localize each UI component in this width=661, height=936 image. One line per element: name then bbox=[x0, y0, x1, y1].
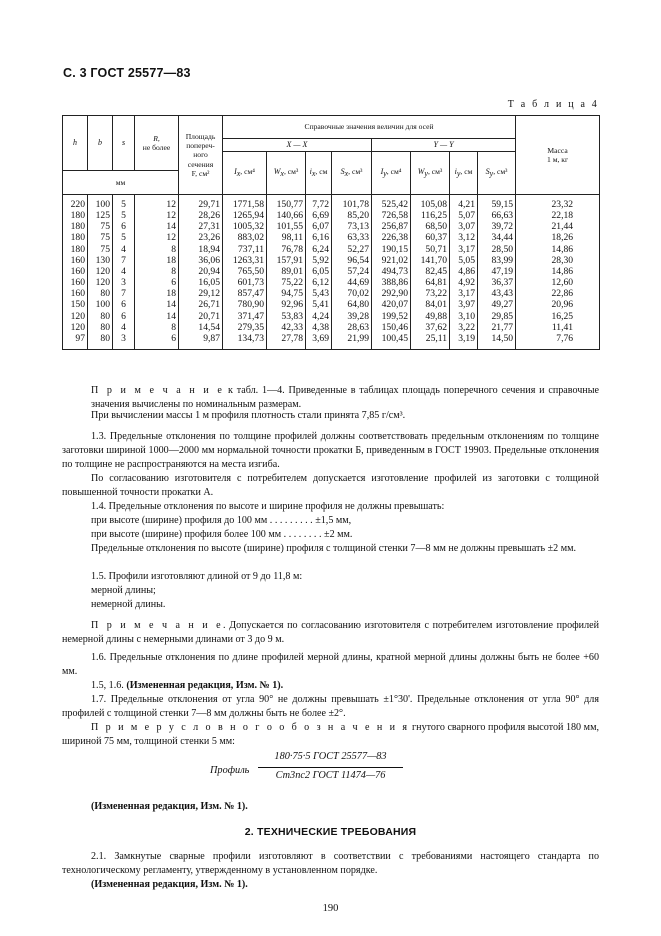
table-cell: 23,32 bbox=[516, 195, 600, 211]
para-1-3: 1.3. Предельные отклонения по толщине профилей должны соответствовать предельным отклонениям по толщине заготовки шириной 1000—2000 мм нормальной точности прокатки Б, приведенным в ГОСТ 19903. Предельные отклонения по толщине не распространяются на места изгиба. bbox=[62, 431, 599, 471]
formula-bar bbox=[258, 767, 403, 768]
section-2-title: 2. ТЕХНИЧЕСКИЕ ТРЕБОВАНИЯ bbox=[244, 826, 417, 838]
formula-numerator: 180·75·5 ГОСТ 25577—83 bbox=[274, 751, 387, 762]
axis-x-header: X — X bbox=[223, 139, 372, 152]
table-cell: 160 bbox=[63, 255, 88, 266]
table-cell: 4 bbox=[113, 244, 135, 255]
table-cell: 726,58 bbox=[372, 210, 411, 221]
table-cell: 28,26 bbox=[179, 210, 223, 221]
table-cell: 6,12 bbox=[306, 277, 332, 288]
table-cell: 18 bbox=[135, 255, 179, 266]
table-cell: 28,50 bbox=[478, 244, 516, 255]
table-cell: 94,75 bbox=[267, 288, 306, 299]
table-cell: 4,38 bbox=[306, 322, 332, 333]
table-cell: 3,12 bbox=[450, 232, 478, 243]
table-cell: 36,37 bbox=[478, 277, 516, 288]
table-cell: 3,17 bbox=[450, 244, 478, 255]
table-cell: 73,22 bbox=[411, 288, 450, 299]
table-cell: 16,05 bbox=[179, 277, 223, 288]
table-cell: 190,15 bbox=[372, 244, 411, 255]
edit-note-formula: (Измененная редакция, Изм. № 1). bbox=[91, 801, 248, 812]
col-reference: Справочные значения величин для осей bbox=[223, 116, 516, 139]
para-1-5: 1.5. Профили изготовляют длиной от 9 до 11,8 м: bbox=[91, 571, 303, 582]
table-cell: 4,92 bbox=[450, 277, 478, 288]
table-cell: 1263,31 bbox=[223, 255, 267, 266]
table-cell: 11,41 bbox=[516, 322, 600, 333]
table-cell: 42,33 bbox=[267, 322, 306, 333]
table-cell: 83,99 bbox=[478, 255, 516, 266]
table-cell: 49,88 bbox=[411, 311, 450, 322]
table-cell: 14,54 bbox=[179, 322, 223, 333]
para-2-1: 2.1. Замкнутые сварные профили изготовляют в соответствии с требованиями настоящего стандарта по технологическому регламенту, утвержденному в установленном порядке. bbox=[62, 851, 599, 877]
table-row bbox=[63, 277, 600, 288]
table-cell: 150 bbox=[63, 299, 88, 310]
col-sy: $S_y$, см³ bbox=[478, 152, 516, 195]
table-cell: 5,92 bbox=[306, 255, 332, 266]
table-cell: 22,86 bbox=[516, 288, 600, 299]
table-cell: 60,37 bbox=[411, 232, 450, 243]
table-row bbox=[63, 244, 600, 255]
table-cell: 29,12 bbox=[179, 288, 223, 299]
table-cell: 150,77 bbox=[267, 195, 306, 211]
table-row bbox=[63, 333, 600, 350]
table-cell: 101,78 bbox=[332, 195, 372, 211]
col-s: s bbox=[113, 116, 135, 171]
table-cell: 120 bbox=[63, 322, 88, 333]
table-cell: 6,24 bbox=[306, 244, 332, 255]
para-1-4: 1.4. Предельные отклонения по высоте и ширине профиля не должны превышать: bbox=[91, 501, 445, 512]
table-cell: 601,73 bbox=[223, 277, 267, 288]
para-1-5-b: немерной длины. bbox=[91, 599, 166, 610]
table-cell: 12,60 bbox=[516, 277, 600, 288]
table-cell: 1005,32 bbox=[223, 221, 267, 232]
table-cell: 47,19 bbox=[478, 266, 516, 277]
table-cell: 199,52 bbox=[372, 311, 411, 322]
table-row bbox=[63, 221, 600, 232]
table-cell: 5 bbox=[113, 232, 135, 243]
table-cell: 494,73 bbox=[372, 266, 411, 277]
data-table bbox=[62, 115, 600, 350]
table-cell: 16,25 bbox=[516, 311, 600, 322]
table-cell: 4 bbox=[113, 322, 135, 333]
formula-label: Профиль bbox=[210, 765, 250, 776]
table-cell: 82,45 bbox=[411, 266, 450, 277]
para-1-6: 1.6. Предельные отклонения по длине профилей мерной длины, кратной мерной длины должны быть не более +60 мм. bbox=[62, 652, 599, 678]
table-cell: 23,26 bbox=[179, 232, 223, 243]
table-cell: 5,41 bbox=[306, 299, 332, 310]
table-row bbox=[63, 299, 600, 310]
table-cell: 20,96 bbox=[516, 299, 600, 310]
table-row bbox=[63, 232, 600, 243]
para-1-3-b: По согласованию изготовителя с потребителем допускается изготовление профилей из заготовки с толщиной повышенной точности прокатки А. bbox=[62, 473, 599, 499]
table-cell: 120 bbox=[88, 266, 113, 277]
note-1: П р и м е ч а н и е к табл. 1—4. Приведенные в таблицах площадь поперечного сечения и справочные значения вычислены по номинальным размерам. bbox=[91, 385, 599, 411]
table-cell: 6,16 bbox=[306, 232, 332, 243]
table-cell: 21,99 bbox=[332, 333, 372, 350]
table-cell: 18,26 bbox=[516, 232, 600, 243]
table-cell: 125 bbox=[88, 210, 113, 221]
table-cell: 76,78 bbox=[267, 244, 306, 255]
table-cell: 25,11 bbox=[411, 333, 450, 350]
table-cell: 7,72 bbox=[306, 195, 332, 211]
table-cell: 80 bbox=[88, 288, 113, 299]
table-cell: 80 bbox=[88, 311, 113, 322]
table-cell: 101,55 bbox=[267, 221, 306, 232]
table-cell: 50,71 bbox=[411, 244, 450, 255]
table-cell: 14 bbox=[135, 311, 179, 322]
table-cell: 57,24 bbox=[332, 266, 372, 277]
table-cell: 160 bbox=[63, 277, 88, 288]
table-cell: 85,20 bbox=[332, 210, 372, 221]
table-cell: 279,35 bbox=[223, 322, 267, 333]
table-cell: 180 bbox=[63, 221, 88, 232]
table-cell: 1771,58 bbox=[223, 195, 267, 211]
table-cell: 3,10 bbox=[450, 311, 478, 322]
table-cell: 150,46 bbox=[372, 322, 411, 333]
table-cell: 9,87 bbox=[179, 333, 223, 350]
table-cell: 21,44 bbox=[516, 221, 600, 232]
edit-note-1-5-1-6: 1.5, 1.6. (Измененная редакция, Изм. № 1). bbox=[91, 680, 284, 691]
table-cell: 29,71 bbox=[179, 195, 223, 211]
table-cell: 84,01 bbox=[411, 299, 450, 310]
table-cell: 28,30 bbox=[516, 255, 600, 266]
table-cell: 3,97 bbox=[450, 299, 478, 310]
table-cell: 883,02 bbox=[223, 232, 267, 243]
table-cell: 765,50 bbox=[223, 266, 267, 277]
table-cell: 66,63 bbox=[478, 210, 516, 221]
table-cell: 6,07 bbox=[306, 221, 332, 232]
table-cell: 12 bbox=[135, 210, 179, 221]
table-cell: 14,50 bbox=[478, 333, 516, 350]
table-cell: 20,94 bbox=[179, 266, 223, 277]
col-iy-radius: $i_y$, см bbox=[450, 152, 478, 195]
para-1-5-a: мерной длины; bbox=[91, 585, 156, 596]
table-cell: 3,17 bbox=[450, 288, 478, 299]
table-cell: 12 bbox=[135, 195, 179, 211]
table-cell: 226,38 bbox=[372, 232, 411, 243]
table-cell: 73,13 bbox=[332, 221, 372, 232]
table-cell: 7,76 bbox=[516, 333, 600, 350]
table-cell: 6,69 bbox=[306, 210, 332, 221]
table-cell: 6 bbox=[135, 333, 179, 350]
table-cell: 5 bbox=[113, 210, 135, 221]
para-1-7: 1.7. Предельные отклонения от угла 90° не должны превышать ±1°30'. Предельные отклонения от угла 90° для профилей с толщиной стенки 7—8 мм должны быть не более ±2°. bbox=[62, 694, 599, 720]
table-cell: 64,81 bbox=[411, 277, 450, 288]
para-1-4-c: Предельные отклонения по высоте (ширине) профиля с толщиной стенки 7—8 мм не должны превышать ±2 мм. bbox=[91, 543, 576, 554]
table-cell: 120 bbox=[63, 311, 88, 322]
table-cell: 22,18 bbox=[516, 210, 600, 221]
table-row bbox=[63, 322, 600, 333]
table-cell: 49,27 bbox=[478, 299, 516, 310]
col-ix: $I_x$, см⁴ bbox=[223, 152, 267, 195]
table-cell: 5,43 bbox=[306, 288, 332, 299]
table-cell: 80 bbox=[88, 333, 113, 350]
table-cell: 4 bbox=[113, 266, 135, 277]
table-cell: 18,94 bbox=[179, 244, 223, 255]
table-cell: 34,44 bbox=[478, 232, 516, 243]
table-cell: 5,05 bbox=[450, 255, 478, 266]
table-cell: 21,77 bbox=[478, 322, 516, 333]
col-h: h bbox=[63, 116, 88, 171]
table-row bbox=[63, 288, 600, 299]
table-cell: 68,50 bbox=[411, 221, 450, 232]
table-cell: 96,54 bbox=[332, 255, 372, 266]
table-cell: 98,11 bbox=[267, 232, 306, 243]
table-cell: 100,45 bbox=[372, 333, 411, 350]
table-cell: 43,43 bbox=[478, 288, 516, 299]
table-cell: 3,69 bbox=[306, 333, 332, 350]
table-cell: 180 bbox=[63, 244, 88, 255]
table-row bbox=[63, 210, 600, 221]
para-1-4-b: при высоте (ширине) профиля более 100 мм . . . . . . . . ±2 мм. bbox=[91, 529, 353, 540]
table-cell: 4,86 bbox=[450, 266, 478, 277]
formula-denominator: Ст3пс2 ГОСТ 11474—76 bbox=[275, 770, 386, 781]
note-2: П р и м е ч а н и е. Допускается по согласованию изготовителя с потребителем изготовление профилей немерной длины с немерными длинами от 3 до 9 м. bbox=[62, 620, 599, 646]
table-cell: 29,85 bbox=[478, 311, 516, 322]
table-cell: 5,07 bbox=[450, 210, 478, 221]
table-cell: 420,07 bbox=[372, 299, 411, 310]
table-cell: 18 bbox=[135, 288, 179, 299]
table-cell: 220 bbox=[63, 195, 88, 211]
table-cell: 70,02 bbox=[332, 288, 372, 299]
table-cell: 27,31 bbox=[179, 221, 223, 232]
table-cell: 3,07 bbox=[450, 221, 478, 232]
table-cell: 44,69 bbox=[332, 277, 372, 288]
table-cell: 12 bbox=[135, 232, 179, 243]
table-cell: 20,71 bbox=[179, 311, 223, 322]
table-cell: 97 bbox=[63, 333, 88, 350]
table-cell: 737,11 bbox=[223, 244, 267, 255]
col-wx: $W_x$, см³ bbox=[267, 152, 306, 195]
page-header: С. 3 ГОСТ 25577—83 bbox=[63, 66, 191, 80]
table-cell: 37,62 bbox=[411, 322, 450, 333]
table-cell: 256,87 bbox=[372, 221, 411, 232]
table-cell: 780,90 bbox=[223, 299, 267, 310]
table-cell: 130 bbox=[88, 255, 113, 266]
table-cell: 160 bbox=[63, 266, 88, 277]
table-cell: 75,22 bbox=[267, 277, 306, 288]
table-cell: 39,72 bbox=[478, 221, 516, 232]
table-cell: 80 bbox=[88, 322, 113, 333]
page-number: 190 bbox=[322, 903, 339, 914]
col-ix-radius: $i_x$, см bbox=[306, 152, 332, 195]
table-cell: 53,83 bbox=[267, 311, 306, 322]
col-sx: $S_x$, см³ bbox=[332, 152, 372, 195]
table-cell: 6 bbox=[135, 277, 179, 288]
table-cell: 7 bbox=[113, 288, 135, 299]
table-cell: 1265,94 bbox=[223, 210, 267, 221]
col-area: Площадь попереч- ного сечения F, см² bbox=[179, 116, 223, 195]
col-wy: $W_y$, см³ bbox=[411, 152, 450, 195]
edit-note-2-1: (Измененная редакция, Изм. № 1). bbox=[91, 879, 248, 890]
table-cell: 5 bbox=[113, 195, 135, 211]
table-cell: 8 bbox=[135, 322, 179, 333]
table-cell: 4,21 bbox=[450, 195, 478, 211]
col-mass: Масса 1 м, кг bbox=[516, 116, 600, 195]
unit-mm: мм bbox=[63, 171, 179, 195]
table-cell: 388,86 bbox=[372, 277, 411, 288]
table-cell: 6 bbox=[113, 311, 135, 322]
table-cell: 75 bbox=[88, 221, 113, 232]
table-cell: 75 bbox=[88, 232, 113, 243]
table-cell: 180 bbox=[63, 210, 88, 221]
table-cell: 120 bbox=[88, 277, 113, 288]
table-cell: 116,25 bbox=[411, 210, 450, 221]
table-cell: 8 bbox=[135, 266, 179, 277]
table-caption: Т а б л и ц а 4 bbox=[507, 99, 599, 110]
table-cell: 89,01 bbox=[267, 266, 306, 277]
table-cell: 14 bbox=[135, 221, 179, 232]
example-designation: П р и м е р у с л о в н о г о о б о з н а ч е н и я гнутого сварного профиля высотой 180 мм, шириной 75 мм, толщиной стенки 5 мм: bbox=[62, 722, 599, 748]
table-cell: 857,47 bbox=[223, 288, 267, 299]
table-cell: 92,96 bbox=[267, 299, 306, 310]
table-cell: 921,02 bbox=[372, 255, 411, 266]
table-cell: 134,73 bbox=[223, 333, 267, 350]
table-cell: 3,22 bbox=[450, 322, 478, 333]
table-cell: 28,63 bbox=[332, 322, 372, 333]
table-cell: 14,86 bbox=[516, 266, 600, 277]
axis-y-header: Y — Y bbox=[372, 139, 516, 152]
table-row bbox=[63, 195, 600, 211]
table-cell: 6 bbox=[113, 299, 135, 310]
table-cell: 26,71 bbox=[179, 299, 223, 310]
table-cell: 75 bbox=[88, 244, 113, 255]
table-cell: 6,05 bbox=[306, 266, 332, 277]
table-cell: 141,70 bbox=[411, 255, 450, 266]
table-cell: 100 bbox=[88, 299, 113, 310]
table-cell: 3 bbox=[113, 277, 135, 288]
table-cell: 105,08 bbox=[411, 195, 450, 211]
table-cell: 63,33 bbox=[332, 232, 372, 243]
table-cell: 180 bbox=[63, 232, 88, 243]
table-cell: 292,90 bbox=[372, 288, 411, 299]
table-row bbox=[63, 266, 600, 277]
table-cell: 371,47 bbox=[223, 311, 267, 322]
table-cell: 14 bbox=[135, 299, 179, 310]
col-b: b bbox=[88, 116, 113, 171]
table-cell: 36,06 bbox=[179, 255, 223, 266]
table-row bbox=[63, 255, 600, 266]
col-iy: $I_y$, см⁴ bbox=[372, 152, 411, 195]
table-cell: 52,27 bbox=[332, 244, 372, 255]
note-1-density: При вычислении массы 1 м профиля плотность стали принята 7,85 г/см³. bbox=[91, 410, 406, 421]
table-cell: 160 bbox=[63, 288, 88, 299]
table-cell: 64,80 bbox=[332, 299, 372, 310]
table-cell: 6 bbox=[113, 221, 135, 232]
table-cell: 39,28 bbox=[332, 311, 372, 322]
table-cell: 525,42 bbox=[372, 195, 411, 211]
table-cell: 7 bbox=[113, 255, 135, 266]
table-cell: 157,91 bbox=[267, 255, 306, 266]
table-cell: 3,19 bbox=[450, 333, 478, 350]
table-cell: 4,24 bbox=[306, 311, 332, 322]
col-r: R, не более bbox=[135, 116, 179, 171]
table-row bbox=[63, 311, 600, 322]
table-cell: 8 bbox=[135, 244, 179, 255]
table-cell: 14,86 bbox=[516, 244, 600, 255]
table-cell: 100 bbox=[88, 195, 113, 211]
table-cell: 27,78 bbox=[267, 333, 306, 350]
table-cell: 3 bbox=[113, 333, 135, 350]
para-1-4-a: при высоте (ширине) профиля до 100 мм . . . . . . . . . ±1,5 мм, bbox=[91, 515, 352, 526]
table-cell: 140,66 bbox=[267, 210, 306, 221]
table-cell: 59,15 bbox=[478, 195, 516, 211]
table-body bbox=[63, 195, 600, 350]
